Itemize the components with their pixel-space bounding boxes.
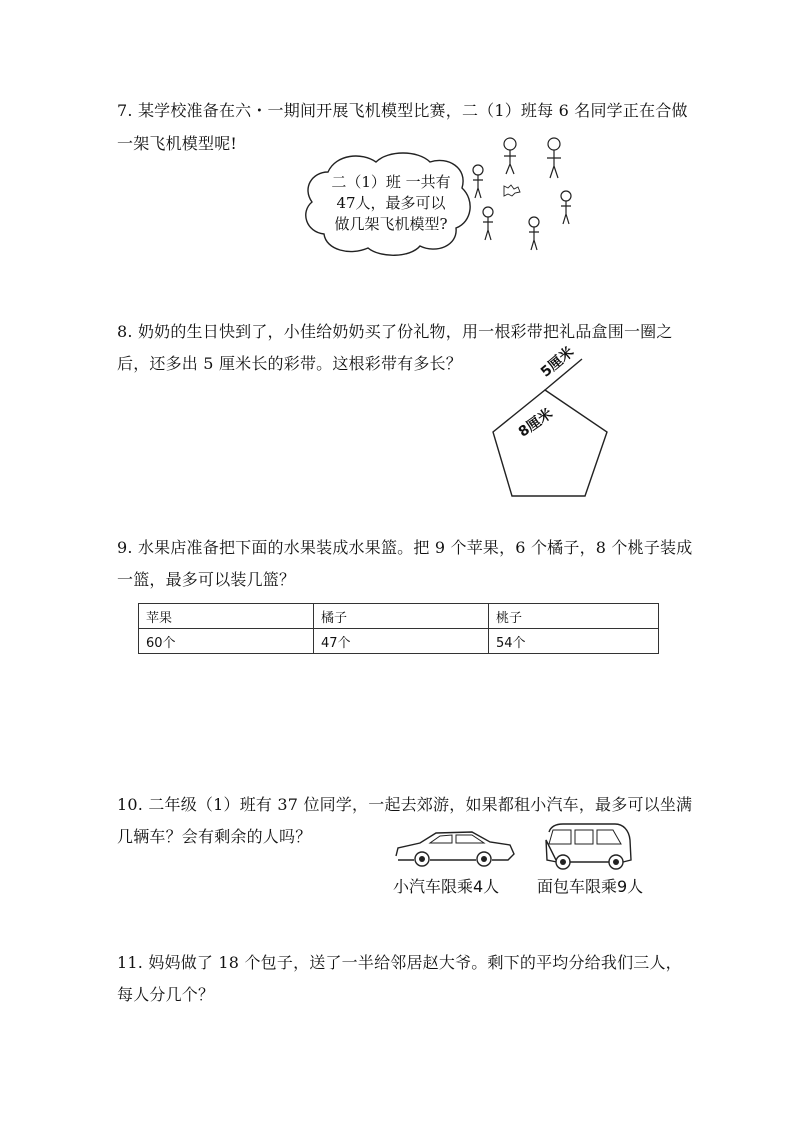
children-illustration xyxy=(468,132,583,257)
car-caption: 小汽车限乘4人 xyxy=(393,877,500,896)
car-illustration xyxy=(392,828,517,870)
table-cell-orange: 47个 xyxy=(314,629,489,654)
q7-text-line2: 一架飞机模型呢! xyxy=(117,134,238,153)
q10-text-line1: 10. 二年级（1）班有 37 位同学，一起去郊游，如果都租小汽车，最多可以坐满 xyxy=(117,795,693,814)
bubble-line3: 做几架飞机模型? xyxy=(334,215,448,233)
table-header-peach: 桃子 xyxy=(489,604,659,629)
table-header-apple: 苹果 xyxy=(139,604,314,629)
table-header-row xyxy=(139,604,659,629)
bubble-line2: 47人，最多可以 xyxy=(336,194,446,212)
table-header-orange: 橘子 xyxy=(314,604,489,629)
q9-text-line2: 一篮，最多可以装几篮？ xyxy=(117,570,296,589)
pentagon-shape xyxy=(493,390,607,496)
q8-text-line1: 8. 奶奶的生日快到了，小佳给奶奶买了份礼物，用一根彩带把礼品盒围一圈之 xyxy=(117,322,673,341)
bubble-line1: 二（1）班 一共有 xyxy=(331,173,451,191)
table-cell-apple: 60个 xyxy=(139,629,314,654)
q11-text-line2: 每人分几个？ xyxy=(117,985,215,1004)
q10-text-line2: 几辆车？会有剩余的人吗？ xyxy=(117,827,312,846)
table-cell-peach: 54个 xyxy=(489,629,659,654)
pentagon-side-label: 8厘米 xyxy=(515,405,556,441)
q8-text-line2: 后，还多出 5 厘米长的彩带。这根彩带有多长？ xyxy=(117,354,462,373)
table-row xyxy=(139,629,659,654)
fruit-table xyxy=(138,603,659,654)
van-caption: 面包车限乘9人 xyxy=(537,877,644,896)
q11-text-line1: 11. 妈妈做了 18 个包子，送了一半给邻居赵大爷。剩下的平均分给我们三人， xyxy=(117,953,682,972)
q9-text-line1: 9. 水果店准备把下面的水果装成水果篮。把 9 个苹果，6 个橘子，8 个桃子装成 xyxy=(117,538,693,557)
q7-text-line1: 7. 某学校准备在六・一期间开展飞机模型比赛，二（1）班每 6 名同学正在合做 xyxy=(117,101,688,120)
ribbon-extra-label: 5厘米 xyxy=(537,344,578,381)
van-illustration xyxy=(543,822,633,874)
